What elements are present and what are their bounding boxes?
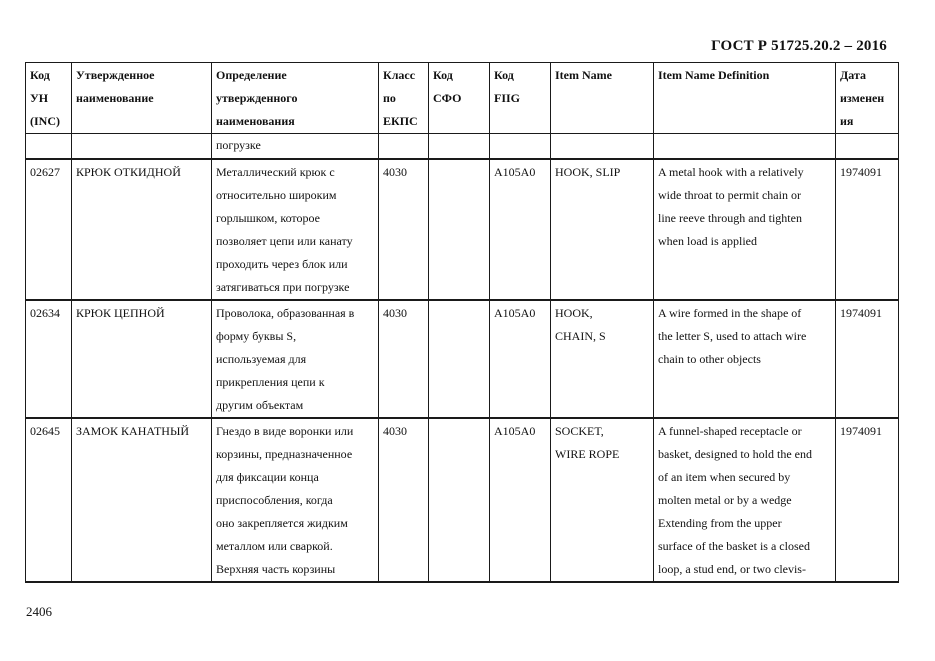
cell-fiig: A105A0 bbox=[490, 159, 551, 300]
cell-name bbox=[72, 134, 212, 160]
cell-class: 4030 bbox=[379, 159, 429, 300]
cell-date: 1974091 bbox=[836, 159, 899, 300]
cell-sfo bbox=[429, 418, 490, 582]
cell-definition: Металлический крюк с относительно широким горлышком, которое позволяет цепи или канату проходить через блок или затягиваться при погрузке bbox=[212, 159, 379, 300]
cell-class bbox=[379, 134, 429, 160]
cell-class: 4030 bbox=[379, 418, 429, 582]
column-header-sfo: Код СФО bbox=[429, 63, 490, 134]
cell-definition: Проволока, образованная в форму буквы S, используемая для прикрепления цепи к другим объектам bbox=[212, 300, 379, 418]
cell-item-name: HOOK, SLIP bbox=[551, 159, 654, 300]
cell-fiig: A105A0 bbox=[490, 300, 551, 418]
cell-inc: 02645 bbox=[26, 418, 72, 582]
table-row bbox=[26, 300, 899, 418]
table-row bbox=[26, 159, 899, 300]
column-header-approved-name: Утвержденное наименование bbox=[72, 63, 212, 134]
cell-item-name bbox=[551, 134, 654, 160]
cell-date: 1974091 bbox=[836, 418, 899, 582]
page-number: 2406 bbox=[26, 604, 52, 619]
cell-item-name: SOCKET, WIRE ROPE bbox=[551, 418, 654, 582]
cell-inc: 02627 bbox=[26, 159, 72, 300]
column-header-change-date: Дата изменен ия bbox=[836, 63, 899, 134]
column-header-class: Класс по ЕКПС bbox=[379, 63, 429, 134]
cell-name: ЗАМОК КАНАТНЫЙ bbox=[72, 418, 212, 582]
cell-date: 1974091 bbox=[836, 300, 899, 418]
inc-catalog-table bbox=[25, 62, 899, 583]
table-header-row bbox=[26, 63, 899, 134]
cell-item-definition: A funnel-shaped receptacle or basket, designed to hold the end of an item when secured by molten metal or by a wedge Extending from the upper surface of the basket is a closed loop, a stud end, or two clevis- bbox=[654, 418, 836, 582]
cell-fiig bbox=[490, 134, 551, 160]
cell-item-definition: A wire formed in the shape of the letter S, used to attach wire chain to other objects bbox=[654, 300, 836, 418]
table-row-continuation bbox=[26, 134, 899, 160]
cell-sfo bbox=[429, 134, 490, 160]
table-row bbox=[26, 418, 899, 582]
cell-item-definition: A metal hook with a relatively wide throat to permit chain or line reeve through and tighten when load is applied bbox=[654, 159, 836, 300]
cell-definition: погрузке bbox=[212, 134, 379, 160]
cell-name: КРЮК ОТКИДНОЙ bbox=[72, 159, 212, 300]
cell-sfo bbox=[429, 300, 490, 418]
cell-name: КРЮК ЦЕПНОЙ bbox=[72, 300, 212, 418]
column-header-item-name-definition: Item Name Definition bbox=[654, 63, 836, 134]
cell-date bbox=[836, 134, 899, 160]
column-header-item-name: Item Name bbox=[551, 63, 654, 134]
cell-item-name: HOOK, CHAIN, S bbox=[551, 300, 654, 418]
cell-item-definition bbox=[654, 134, 836, 160]
column-header-definition: Определение утвержденного наименования bbox=[212, 63, 379, 134]
cell-definition: Гнездо в виде воронки или корзины, предназначенное для фиксации конца приспособления, когда оно закрепляется жидким металлом или сваркой. Верхняя часть корзины bbox=[212, 418, 379, 582]
document-standard-header: ГОСТ Р 51725.20.2 – 2016 bbox=[711, 38, 887, 54]
cell-fiig: A105A0 bbox=[490, 418, 551, 582]
cell-class: 4030 bbox=[379, 300, 429, 418]
cell-sfo bbox=[429, 159, 490, 300]
column-header-fiig: Код FIIG bbox=[490, 63, 551, 134]
cell-inc bbox=[26, 134, 72, 160]
cell-inc: 02634 bbox=[26, 300, 72, 418]
column-header-inc: Код УН (INC) bbox=[26, 63, 72, 134]
